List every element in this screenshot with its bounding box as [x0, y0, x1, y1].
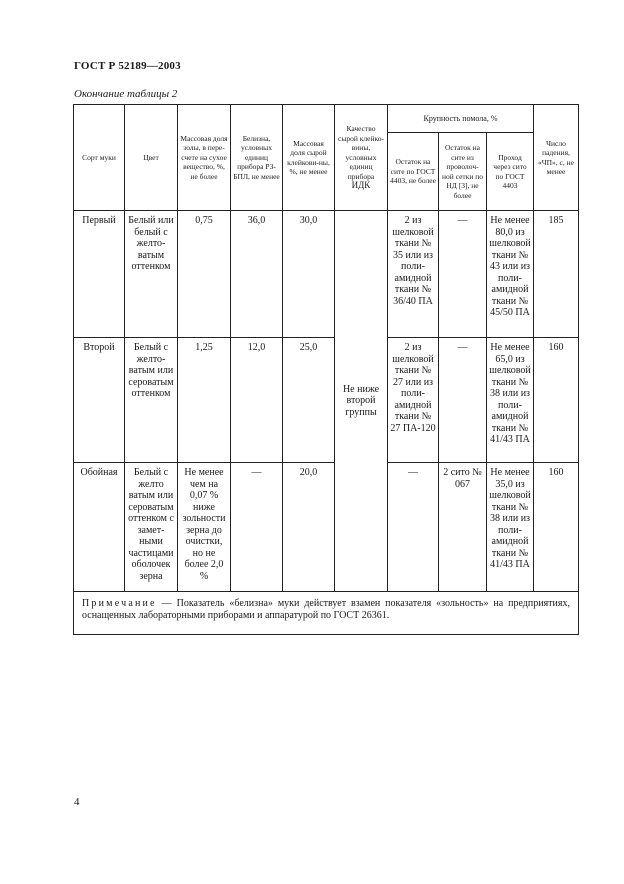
header-passage: Проход через сито по ГОСТ 4403: [487, 133, 534, 211]
cell-color: Белый или белый с желто-ватым оттенком: [125, 211, 178, 338]
flour-quality-table: [73, 104, 579, 635]
header-gluten-quality: [335, 105, 388, 211]
cell-residue-gost: —: [388, 463, 439, 592]
cell-gluten: 20,0: [283, 463, 335, 592]
cell-falling-number: 160: [534, 463, 579, 592]
table-note-row: [74, 592, 579, 635]
cell-passage: Не менее 80,0 из шелковой ткани № 43 или из поли-амидной ткани № 45/50 ПА: [487, 211, 534, 338]
cell-passage: Не менее 35,0 из шелковой ткани № 38 или из поли-амидной ткани № 41/43 ПА: [487, 463, 534, 592]
cell-whiteness: —: [231, 463, 283, 592]
cell-whiteness: 12,0: [231, 338, 283, 463]
header-gluten-quality-unit: ИДК: [351, 180, 371, 191]
cell-residue-gost: 2 из шелковой ткани № 27 или из поли-амидной ткани № 27 ПА-120: [388, 338, 439, 463]
cell-falling-number: 185: [534, 211, 579, 338]
cell-ash: 0,75: [178, 211, 231, 338]
cell-color: Белый с желто ватым или сероватым оттенком с замет-ными частицами оболочек зерна: [125, 463, 178, 592]
cell-whiteness: 36,0: [231, 211, 283, 338]
table-row: [74, 338, 579, 463]
cell-color: Белый с желто-ватым или сероватым оттенком: [125, 338, 178, 463]
header-falling-number: Число падения, «ЧП», с, не менее: [534, 105, 579, 211]
table-row: [74, 211, 579, 338]
header-sort: Сорт муки: [74, 105, 125, 211]
header-color: Цвет: [125, 105, 178, 211]
table-caption: Окончание таблицы 2: [74, 88, 178, 100]
cell-gluten-quality: Не ниже второй группы: [335, 211, 388, 592]
cell-sort: Обойная: [74, 463, 125, 592]
cell-residue-nd: 2 сито № 067: [439, 463, 487, 592]
cell-ash: 1,25: [178, 338, 231, 463]
header-residue-gost: Остаток на сите по ГОСТ 4403, не более: [388, 133, 439, 211]
header-whiteness: Белизна, условных единиц прибора РЗ-БПЛ, не менее: [231, 105, 283, 211]
cell-ash: Не менее чем на 0,07 % ниже зольности зерна до очистки, но не более 2,0 %: [178, 463, 231, 592]
note-text: — Показатель «белизна» муки действует взамен показателя «зольность» на предприятиях, оснащенных лабораторными приборами и аппаратурой по ГОСТ 26361.: [82, 598, 570, 621]
header-gluten: Массовая доля сырой клейкови-ны, %, не менее: [283, 105, 335, 211]
cell-gluten: 25,0: [283, 338, 335, 463]
cell-residue-nd: —: [439, 211, 487, 338]
table-header-row: [74, 105, 579, 133]
cell-falling-number: 160: [534, 338, 579, 463]
header-gluten-quality-text: Качество сырой клейко-вины, условных единиц прибора: [338, 124, 384, 181]
cell-sort: Первый: [74, 211, 125, 338]
cell-residue-nd: —: [439, 338, 487, 463]
page-number: 4: [74, 796, 80, 808]
cell-sort: Второй: [74, 338, 125, 463]
header-residue-nd: Остаток на сите из проволоч-ной сетки по НД [3], не более: [439, 133, 487, 211]
document-header: ГОСТ Р 52189—2003: [74, 60, 181, 72]
cell-passage: Не менее 65,0 из шелковой ткани № 38 или из поли-амидной ткани № 41/43 ПА: [487, 338, 534, 463]
note-label: Примечание: [82, 598, 157, 609]
cell-residue-gost: 2 из шелковой ткани № 35 или из поли-амидной ткани № 36/40 ПА: [388, 211, 439, 338]
table-row: [74, 463, 579, 592]
header-ash: Массовая доля золы, в пере-счете на сухое вещество, %, не более: [178, 105, 231, 211]
header-grind-size: Крупность помола, %: [388, 105, 534, 133]
table-note: [74, 592, 579, 635]
cell-gluten: 30,0: [283, 211, 335, 338]
